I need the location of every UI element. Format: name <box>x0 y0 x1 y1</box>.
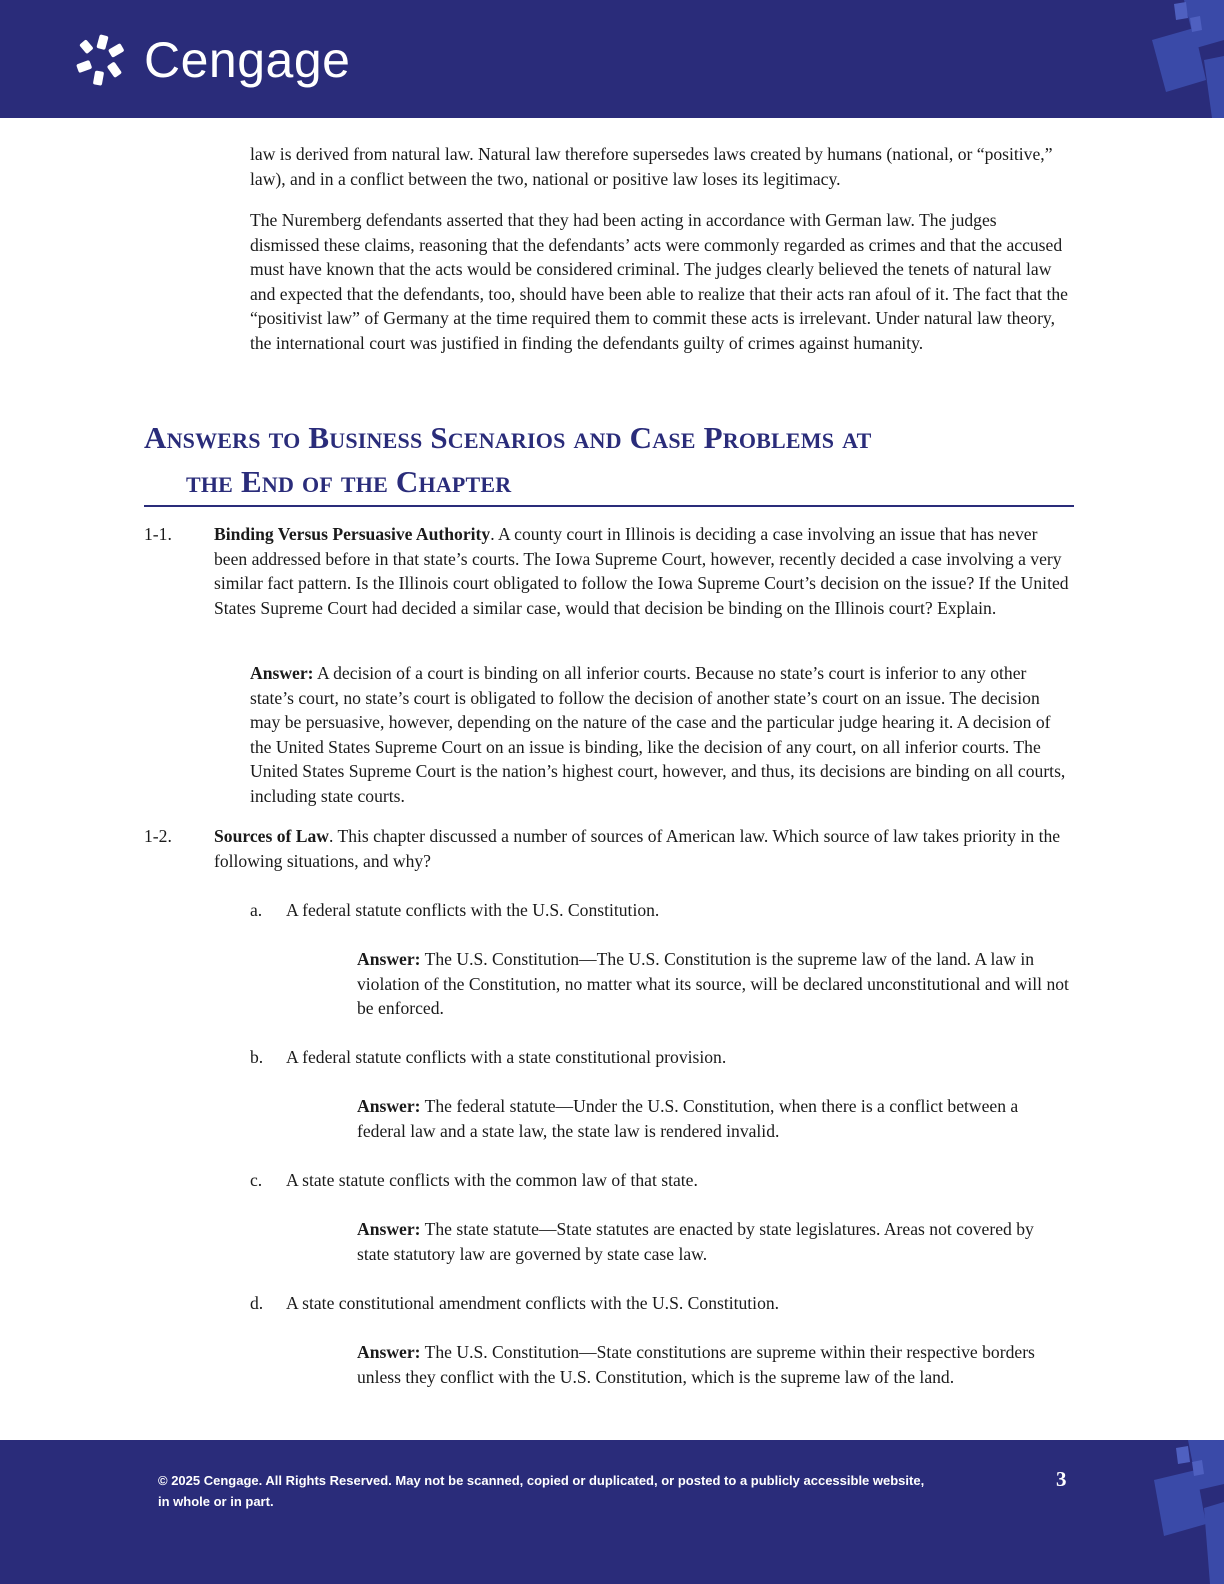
sub-answer <box>357 1094 1070 1143</box>
answer-label: Answer: <box>357 1096 421 1116</box>
answer-label: Answer: <box>357 949 421 969</box>
question-number: 1-1. <box>144 524 172 544</box>
cengage-logo <box>74 30 350 90</box>
answer-label: Answer: <box>357 1342 421 1362</box>
section-heading-line-2: the End of the Chapter <box>186 464 512 499</box>
question-body: . This chapter discussed a number of sources of American law. Which source of law takes priority in the following situations, and why? <box>214 826 1061 871</box>
answer-body: A decision of a court is binding on all inferior courts. Because no state’s court is inferior to any other state’s court, no state’s court is obligated to follow the decision of another state’s court on an issue. The decision may be persuasive, however, depending on the nature of the case and the particular judge hearing it. A decision of the United States Supreme Court on an issue is binding, like the decision of any court, on all inferior courts. The United States Supreme Court is the nation’s highest court, however, and thus, its decisions are binding on all courts, including state courts. <box>250 663 1066 806</box>
sub-question-letter: b. <box>250 1047 264 1067</box>
question-number: 1-2. <box>144 826 172 846</box>
sub-question-letter: a. <box>250 900 263 920</box>
decorative-shapes-icon <box>1134 0 1224 118</box>
brand-name: Cengage <box>144 32 351 88</box>
heading-divider <box>144 505 1074 507</box>
sub-answer <box>357 947 1070 1021</box>
sub-question-letter: c. <box>250 1170 263 1190</box>
page-content <box>0 118 1224 1438</box>
copyright-notice: © 2025 Cengage. All Rights Reserved. May not be scanned, copied or duplicated, or posted to a publicly accessible website, in whole or in part. <box>158 1473 925 1509</box>
answer-body: The U.S. Constitution—The U.S. Constitution is the supreme law of the land. A law in violation of the Constitution, no matter what its source, will be declared unconstitutional and will not be enforced. <box>357 949 1069 1019</box>
sub-answer <box>357 1340 1070 1389</box>
question-body: . A county court in Illinois is deciding a case involving an issue that has never been addressed before in that state’s courts. The Iowa Supreme Court, however, recently decided a case involving a very similar fact pattern. Is the Illinois court obligated to follow the Iowa Supreme Court’s decision on the issue? If the United States Supreme Court had decided a similar case, would that decision be binding on the Illinois court? Explain. <box>214 524 1069 618</box>
intro-paragraph-1: law is derived from natural law. Natural law therefore supersedes laws created by humans (national, or “positive,” law), and in a conflict between the two, national or positive law loses its legitimacy. <box>250 144 1053 189</box>
answer-body: The U.S. Constitution—State constitutions are supreme within their respective borders unless they conflict with the U.S. Constitution, which is the supreme law of the land. <box>357 1342 1035 1387</box>
question-title: Sources of Law <box>214 826 330 846</box>
decorative-shapes-icon <box>1134 1440 1224 1584</box>
page-footer <box>0 1440 1224 1584</box>
section-heading <box>144 416 1074 504</box>
sub-question-text: A federal statute conflicts with the U.S. Constitution. <box>286 900 660 920</box>
sub-question-letter: d. <box>250 1293 264 1313</box>
sub-question-text: A state constitutional amendment conflicts with the U.S. Constitution. <box>286 1293 780 1313</box>
page-header <box>0 0 1224 118</box>
cengage-mark-icon <box>74 31 132 89</box>
intro-paragraph-2: The Nuremberg defendants asserted that they had been acting in accordance with German law. The judges dismissed these claims, reasoning that the defendants’ acts were commonly regarded as crimes and that the accused must have known that the acts would be considered criminal. The judges clearly believed the tenets of natural law and expected that the defendants, too, should have been able to realize that their acts ran afoul of it. The fact that the “positivist law” of Germany at the time required them to commit these acts is irrelevant. Under natural law theory, the international court was justified in finding the defendants guilty of crimes against humanity. <box>250 210 1068 353</box>
answer-body: The federal statute—Under the U.S. Constitution, when there is a conflict between a federal law and a state law, the state law is rendered invalid. <box>357 1096 1019 1141</box>
sub-question-text: A state statute conflicts with the common law of that state. <box>286 1170 698 1190</box>
sub-answer <box>357 1217 1070 1266</box>
page-number: 3 <box>1056 1467 1067 1491</box>
sub-question-text: A federal statute conflicts with a state constitutional provision. <box>286 1047 727 1067</box>
section-heading-line-1: Answers to Business Scenarios and Case Problems at <box>144 420 872 455</box>
question-text <box>214 824 1070 873</box>
answer-body: The state statute—State statutes are enacted by state legislatures. Areas not covered by state statutory law are governed by state case law. <box>357 1219 1034 1264</box>
question-title: Binding Versus Persuasive Authority <box>214 524 491 544</box>
answer-label: Answer: <box>250 663 314 683</box>
question-text <box>214 522 1070 620</box>
answer-label: Answer: <box>357 1219 421 1239</box>
answer-paragraph <box>250 661 1070 809</box>
